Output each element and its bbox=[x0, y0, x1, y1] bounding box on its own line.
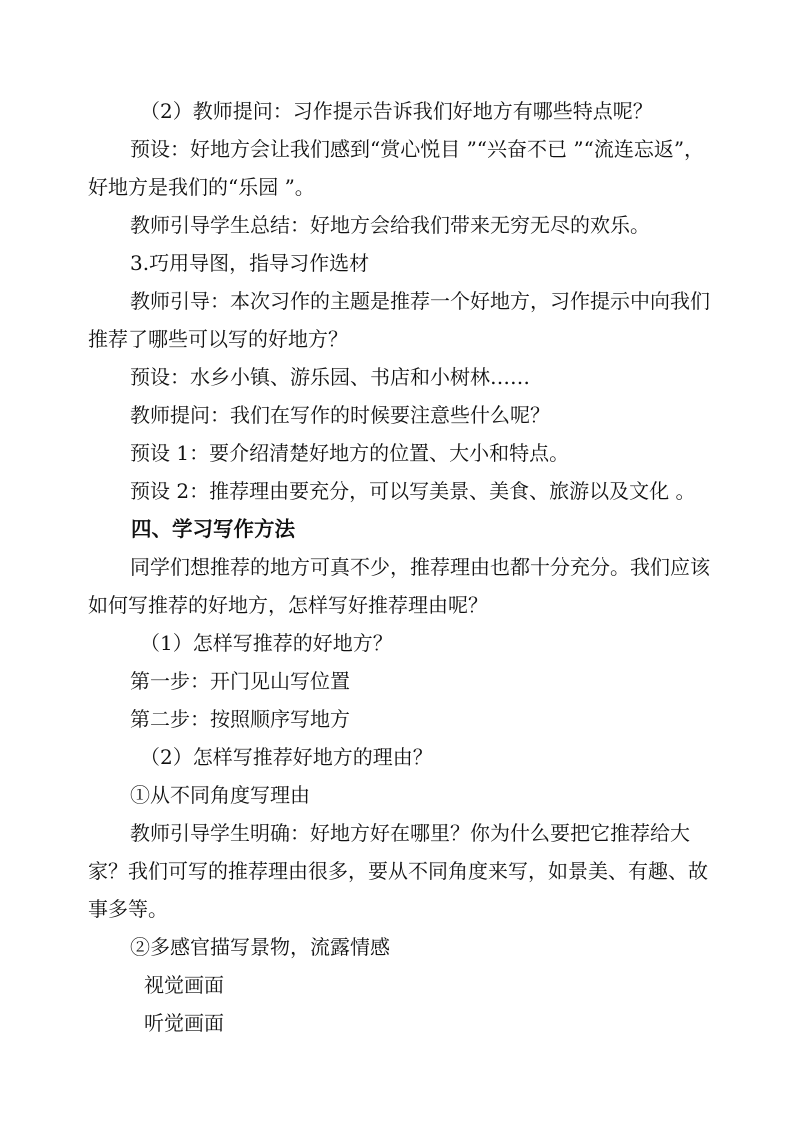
section-heading-writing-methods: 四、学习写作方法 bbox=[131, 517, 296, 541]
paragraph-preset-2: 预设 2：推荐理由要充分，可以写美景、美食、旅游以及文化 。 bbox=[130, 479, 696, 503]
paragraph-visual-scene: 视觉画面 bbox=[144, 973, 224, 997]
paragraph-intro-methods: 同学们想推荐的地方可真不少，推荐理由也都十分充分。我们应该如何写推荐的好地方，怎样写好推荐理由呢？ bbox=[88, 555, 710, 617]
paragraph-teacher-guide-topic: 教师引导：本次习作的主题是推荐一个好地方，习作提示中向我们推荐了哪些可以写的好地方？ bbox=[88, 289, 710, 351]
document-page bbox=[88, 92, 710, 1042]
paragraph-how-write-place: （1）怎样写推荐的好地方？ bbox=[140, 631, 393, 655]
paragraph-teacher-guide-reasons: 教师引导学生明确：好地方好在哪里？你为什么要把它推荐给大家？我们可写的推荐理由很多，要从不同角度来写，如景美、有趣、故事多等。 bbox=[88, 821, 708, 921]
paragraph-multi-senses: ②多感官描写景物，流露情感 bbox=[130, 935, 390, 959]
paragraph-preset-places: 预设：水乡小镇、游乐园、书店和小树林…… bbox=[130, 365, 530, 389]
paragraph-question-features: （2）教师提问：习作提示告诉我们好地方有哪些特点呢？ bbox=[140, 99, 653, 123]
paragraph-audio-scene: 听觉画面 bbox=[144, 1011, 224, 1035]
paragraph-step-one: 第一步：开门见山写位置 bbox=[130, 669, 350, 693]
paragraph-preset-1: 预设 1：要介绍清楚好地方的位置、大小和特点。 bbox=[130, 441, 570, 465]
paragraph-step-two: 第二步：按照顺序写地方 bbox=[130, 707, 350, 731]
paragraph-teacher-summary: 教师引导学生总结：好地方会给我们带来无穷无尽的欢乐。 bbox=[130, 213, 650, 237]
paragraph-question-attention: 教师提问：我们在写作的时候要注意些什么呢？ bbox=[130, 403, 550, 427]
paragraph-different-angles: ①从不同角度写理由 bbox=[130, 783, 310, 807]
paragraph-preset-feelings: 预设：好地方会让我们感到“赏心悦目 ”“兴奋不已 ”“流连忘返”，好地方是我们的“乐园 ”。 bbox=[88, 137, 705, 199]
paragraph-how-write-reasons: （2）怎样写推荐好地方的理由？ bbox=[140, 745, 433, 769]
paragraph-mindmap-heading: 3.巧用导图，指导习作选材 bbox=[130, 251, 370, 275]
